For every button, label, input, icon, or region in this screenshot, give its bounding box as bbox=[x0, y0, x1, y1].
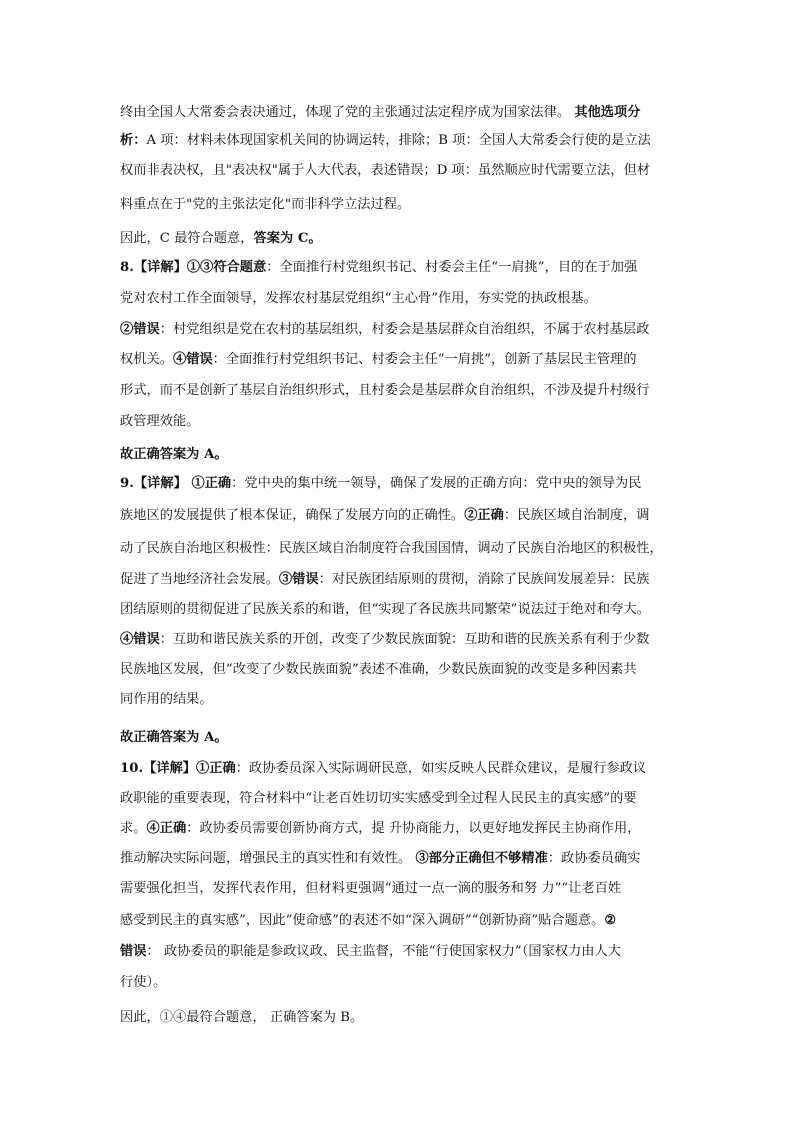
bold-text: 析： bbox=[120, 133, 147, 148]
text-line bbox=[120, 506, 700, 526]
bold-text: ②正确 bbox=[464, 508, 504, 523]
text-segment: 同作用的结果。 bbox=[120, 692, 213, 707]
bold-text: ④正确 bbox=[146, 821, 187, 836]
text-segment: ：民族区域自治制度，调 bbox=[503, 508, 650, 523]
bold-text: 8.【详解】①③符合题意 bbox=[120, 260, 267, 275]
text-segment: 权机关。 bbox=[120, 352, 173, 367]
bold-text: ② bbox=[604, 913, 617, 928]
text-line bbox=[120, 570, 700, 590]
bold-text: ③错误 bbox=[278, 572, 319, 587]
text-segment: 政管理效能。 bbox=[120, 414, 200, 429]
text-line bbox=[120, 381, 700, 401]
text-line bbox=[120, 849, 700, 869]
text-segment: A 项：材料未体现国家机关间的协调运转，排除；B 项：全国人大常委会行使的是立法 bbox=[146, 133, 651, 148]
bold-text: 故正确答案为 A。 bbox=[120, 447, 228, 462]
text-segment: ：全面推行村党组织书记、村委会主任“一肩挑”，创新了基层民主管理的 bbox=[212, 352, 637, 367]
text-line bbox=[120, 131, 700, 151]
text-segment: ：全面推行村党组织书记、村委会主任“一肩挑”，目的在于加强 bbox=[266, 260, 638, 275]
text-line bbox=[120, 289, 700, 309]
text-segment: 政职能的重要表现，符合材料中“让老百姓切切实实感受到全过程人民民主的真实感”的要 bbox=[120, 791, 637, 806]
text-segment: 需要强化担当，发挥代表作用，但材料更强调“通过一点一滴的服务和努 力”“让老百姓 bbox=[120, 881, 622, 896]
text-line bbox=[120, 879, 700, 899]
bold-text: ②错误 bbox=[120, 322, 160, 337]
text-line bbox=[120, 229, 700, 249]
text-segment: 感受到民主的真实感”，因此“使命感”的表述不如“深入调研”“创新协商”贴合题意。 bbox=[120, 913, 605, 928]
text-line bbox=[120, 630, 700, 650]
text-segment: ：互助和谐民族关系的开创，改变了少数民族面貌：互助和谐的民族关系有利于少数 bbox=[159, 632, 650, 647]
text-line bbox=[120, 258, 700, 278]
bold-text: 其他选项分 bbox=[574, 105, 641, 120]
text-segment: 民族地区发展，但“改变了少数民族面貌”表述不准确，少数民族面貌的改变是多种因素共 bbox=[120, 662, 637, 677]
text-line bbox=[120, 819, 700, 839]
text-line bbox=[120, 942, 700, 962]
text-segment: 求。 bbox=[120, 821, 147, 836]
bold-text: ④错误 bbox=[120, 632, 160, 647]
text-segment: 党对农村工作全面领导，发挥农村基层党组织“主心骨”作用，夯实党的执政根基。 bbox=[120, 291, 597, 306]
text-line bbox=[120, 320, 700, 340]
bold-text: 答案为 C。 bbox=[253, 231, 322, 246]
bold-text: 错误 bbox=[120, 944, 147, 959]
text-segment: 因此，①④最符合题意， 正确答案为 B。 bbox=[120, 1010, 364, 1025]
text-segment: 推动解决实际问题，增强民主的真实性和有效性。 bbox=[120, 851, 416, 866]
bold-text: 9.【详解】 ①正确 bbox=[120, 476, 232, 491]
bold-text: 故正确答案为 A。 bbox=[120, 730, 228, 745]
text-line bbox=[120, 103, 700, 123]
text-segment: ：村党组织是党在农村的基层组织，村委会是基层群众自治组织，不属于农村基层政 bbox=[159, 322, 650, 337]
text-line bbox=[120, 973, 700, 993]
text-line bbox=[120, 759, 700, 779]
text-segment: 料重点在于"党的主张法定化"而非科学立法过程。 bbox=[120, 197, 411, 212]
text-line bbox=[120, 911, 700, 931]
text-line bbox=[120, 195, 700, 215]
text-segment: ：政协委员确实 bbox=[547, 851, 641, 866]
text-segment: ：政协委员需要创新协商方式，提 升协商能力，以更好地发挥民主协商作用， bbox=[186, 821, 641, 836]
bold-text: 10.【详解】①正确 bbox=[120, 761, 236, 776]
text-segment: ： 政协委员的职能是参政议政、民主监督，不能“行使国家权力”（国家权力由人大 bbox=[146, 944, 622, 959]
bold-text: ④错误 bbox=[172, 352, 213, 367]
text-line bbox=[120, 445, 700, 465]
text-segment: 团结原则的贯彻促进了民族关系的和谐，但“实现了各民族共同繁荣”说法过于绝对和夸大。 bbox=[120, 602, 650, 617]
text-segment: 终由全国人大常委会表决通过，体现了党的主张通过法定程序成为国家法律。 bbox=[120, 105, 575, 120]
text-line bbox=[120, 412, 700, 432]
text-segment: ：党中央的集中统一领导，确保了发展的正确方向：党中央的领导为民 bbox=[231, 476, 642, 491]
text-line bbox=[120, 600, 700, 620]
text-line bbox=[120, 690, 700, 710]
text-segment: 行使）。 bbox=[120, 975, 167, 990]
text-line bbox=[120, 539, 700, 559]
text-segment: 因此，C 最符合题意， bbox=[120, 231, 254, 246]
text-line bbox=[120, 161, 700, 181]
bold-text: ③部分正确但不够精准 bbox=[415, 851, 548, 866]
text-line bbox=[120, 350, 700, 370]
text-line bbox=[120, 660, 700, 680]
text-line bbox=[120, 789, 700, 809]
text-segment: 促进了当地经济社会发展。 bbox=[120, 572, 279, 587]
text-segment: 形式，而不是创新了基层自治组织形式，且村委会是基层群众自治组织，不涉及提升村级行 bbox=[120, 383, 650, 398]
text-line bbox=[120, 474, 700, 494]
text-line bbox=[120, 1008, 700, 1028]
text-segment: ：政协委员深入实际调研民意，如实反映人民群众建议，是履行参政议 bbox=[235, 761, 647, 776]
text-segment: 动了民族自治地区积极性：民族区域自治制度符合我国国情，调动了民族自治地区的积极性， bbox=[120, 541, 663, 556]
text-line bbox=[120, 728, 700, 748]
text-segment: 权而非表决权，且"表决权"属于人大代表，表述错误；D 项：虽然顺应时代需要立法，但材 bbox=[120, 163, 651, 178]
text-segment: 族地区的发展提供了根本保证，确保了发展方向的正确性。 bbox=[120, 508, 465, 523]
text-segment: ：对民族团结原则的贯彻，消除了民族间发展差异：民族 bbox=[318, 572, 650, 587]
